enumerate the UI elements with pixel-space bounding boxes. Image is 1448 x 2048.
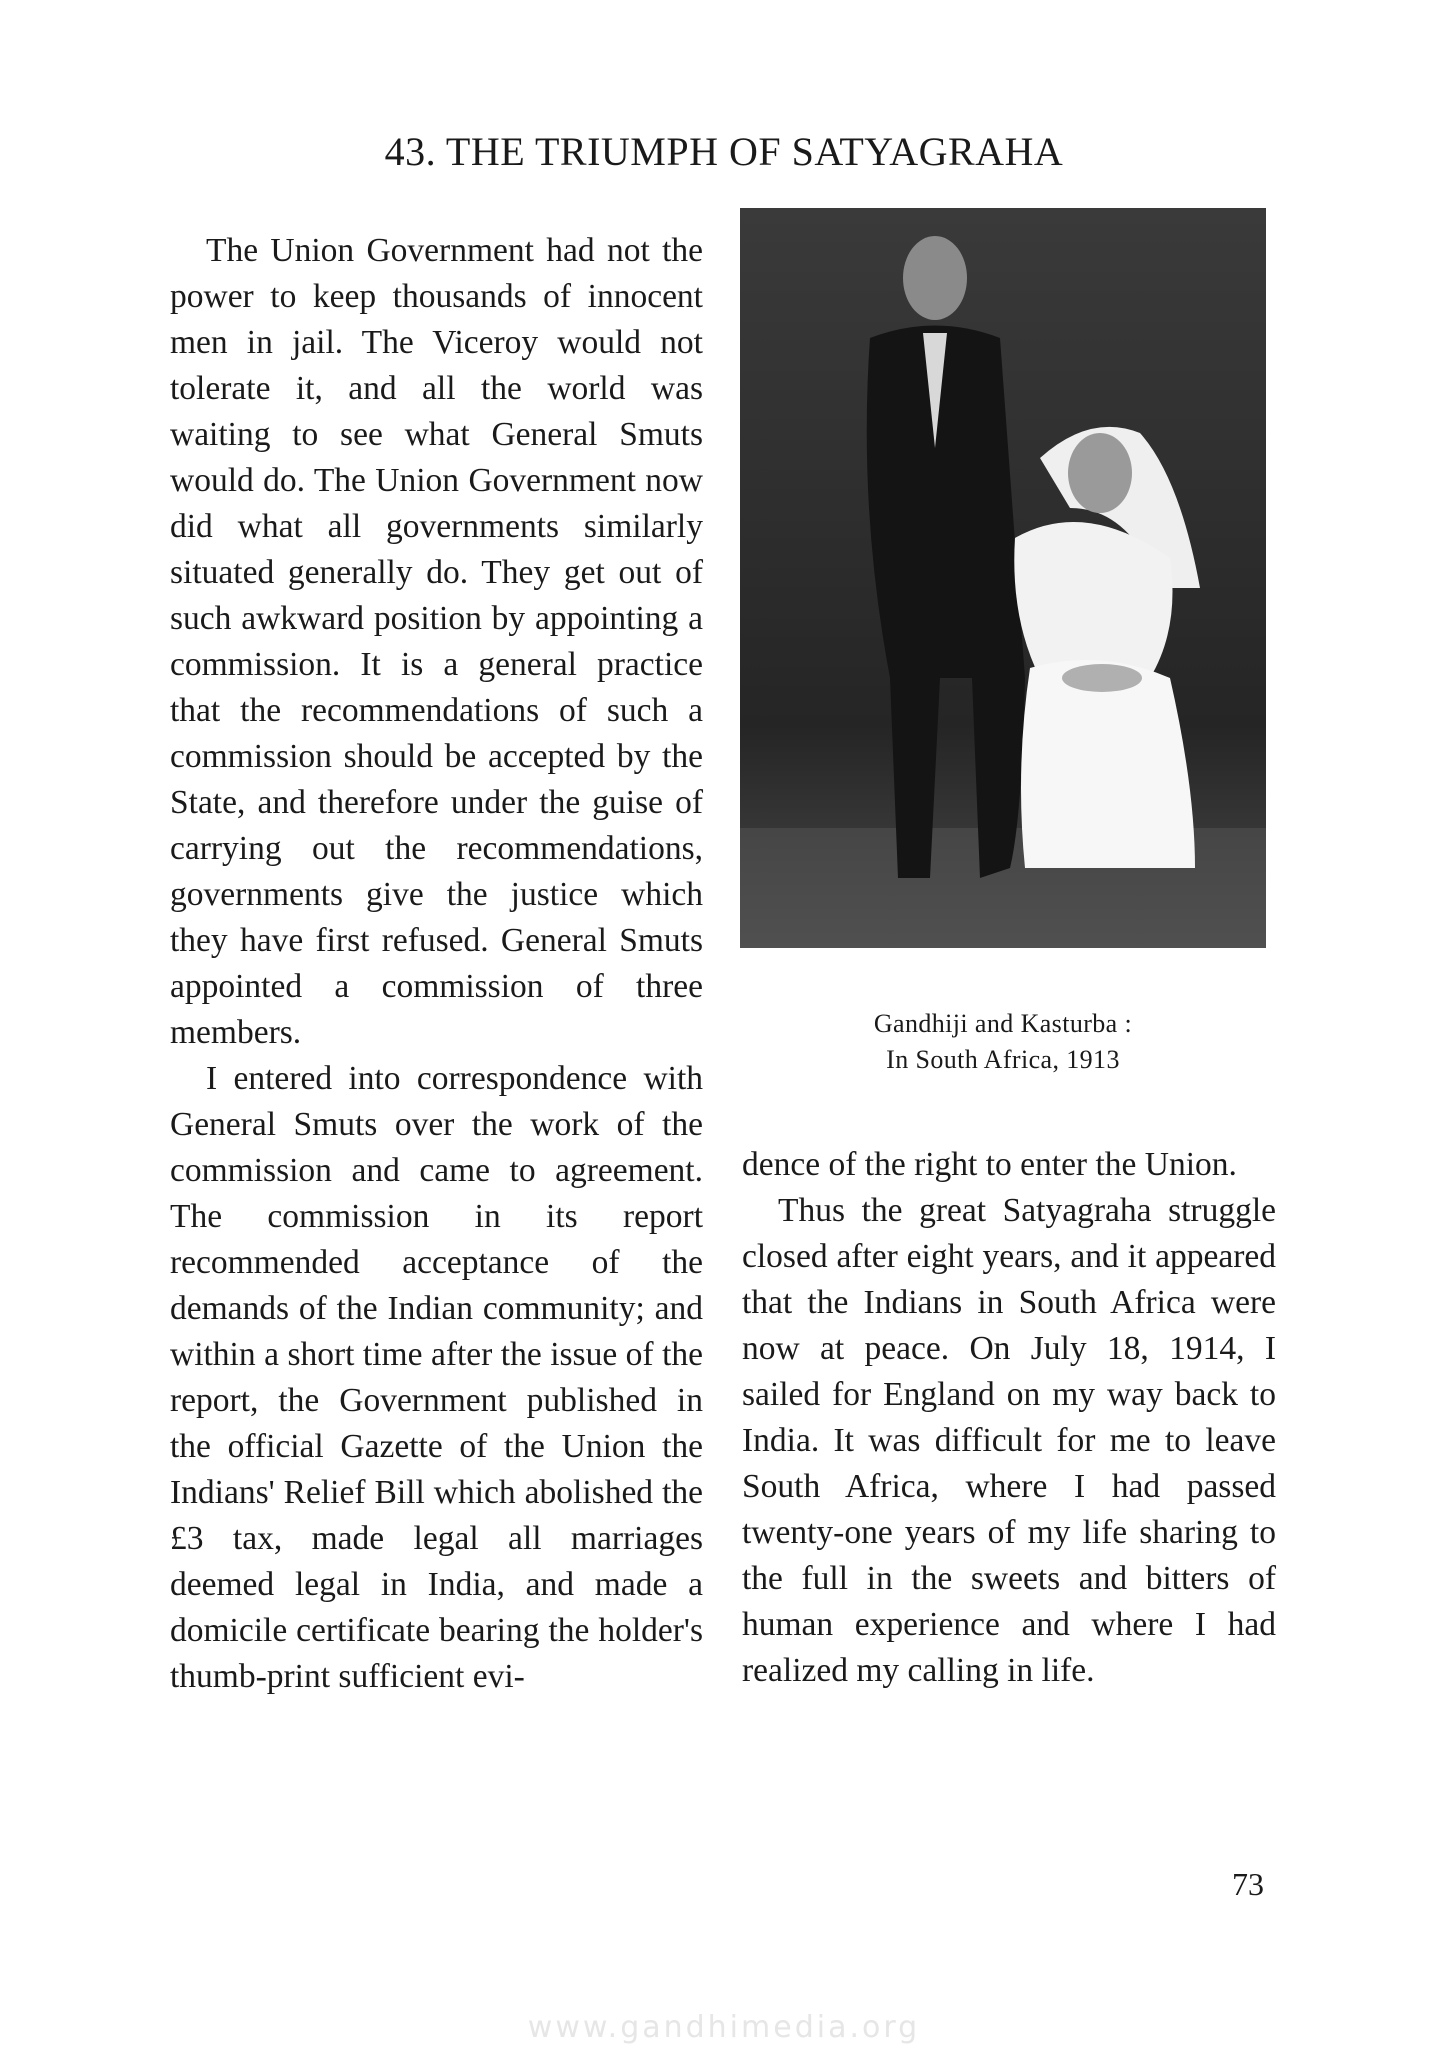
photograph-illustration	[740, 208, 1266, 948]
left-column	[170, 228, 703, 1700]
caption-line: In South Africa, 1913	[886, 1045, 1120, 1074]
chapter-title: 43. THE TRIUMPH OF SATYAGRAHA	[384, 129, 1064, 174]
paragraph: dence of the right to enter the Union.	[742, 1146, 1237, 1183]
right-column	[742, 1142, 1276, 1694]
page-number: 73	[1232, 1866, 1264, 1902]
paragraph: The Union Government had not the power to keep thousands of innocent men in jail. The Viceroy would not tolerate it, and all the world was waiting to see what General Smuts would do. The Union Government now did what all governments similarly situated generally do. They get out of such awkward position by appointing a commission. It is a general practice that the recommendations of such a commission should be accepted by the State, and therefore under the guise of carrying out the recommendations, governments give the justice which they have first refused. General Smuts appointed a commission of three members.	[170, 232, 703, 1051]
historical-photograph	[740, 208, 1266, 948]
figure-caption	[740, 1006, 1266, 1078]
paragraph: Thus the great Satyagraha struggle closed after eight years, and it appeared that the Indians in South Africa were now at peace. On July 18, 1914, I sailed for England on my way back to India. It was difficult for me to leave South Africa, where I had passed twenty-one years of my life sharing to the full in the sweets and bitters of human experience and where I had realized my calling in life.	[742, 1192, 1276, 1689]
caption-line: Gandhiji and Kasturba :	[873, 1009, 1133, 1038]
watermark: www.gandhimedia.org	[527, 2010, 921, 2045]
paragraph: I entered into correspondence with General Smuts over the work of the commission and came to agreement. The commission in its report recommended acceptance of the demands of the Indian community; and within a short time after the issue of the report, the Government published in the official Gazette of the Union the Indians' Relief Bill which abolished the £3 tax, made legal all marriages deemed legal in India, and made a domicile certificate bearing the holder's thumb-print sufficient evi-	[170, 1060, 703, 1695]
